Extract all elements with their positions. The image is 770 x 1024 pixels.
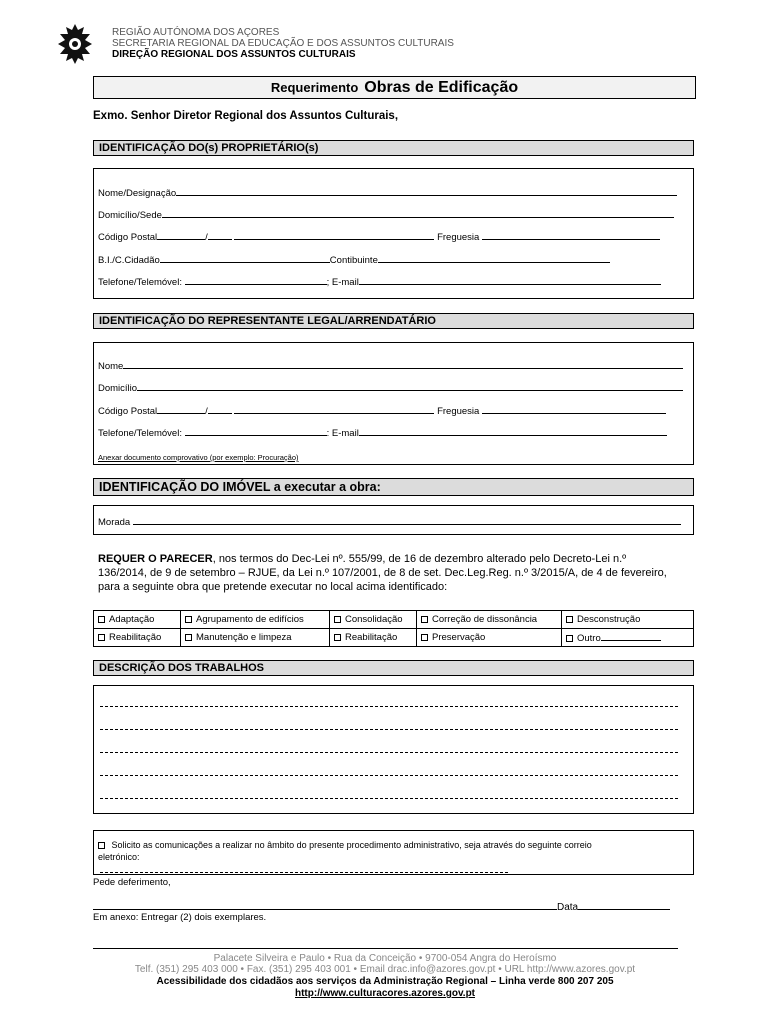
checkbox-icon bbox=[98, 634, 105, 641]
property-section-heading: IDENTIFICAÇÃO DO IMÓVEL a executar a obra: bbox=[93, 478, 694, 496]
option-adaptacao[interactable] bbox=[94, 611, 181, 629]
annex-note: Em anexo: Entregar (2) dois exemplares. bbox=[93, 912, 267, 923]
footer-accessibility: Acessibilidade dos cidadãos aos serviços da Administração Regional – Linha verde 800 207 205 bbox=[156, 976, 614, 987]
owner-address-field[interactable] bbox=[98, 208, 674, 221]
title-small: Requerimento bbox=[270, 80, 359, 95]
checkbox-icon bbox=[421, 616, 428, 623]
option-label: Outro bbox=[577, 633, 601, 644]
checkbox-icon bbox=[421, 634, 428, 641]
works-section-box bbox=[93, 685, 694, 814]
option-reabilitacao-2[interactable] bbox=[330, 629, 417, 647]
owner-email-label: ; E-mail bbox=[326, 277, 359, 288]
checkbox-icon[interactable] bbox=[98, 842, 105, 849]
checkbox-icon bbox=[185, 616, 192, 623]
works-section-heading: DESCRIÇÃO DOS TRABALHOS bbox=[93, 660, 694, 676]
owner-id-label: B.I./C.Cidadão bbox=[98, 255, 160, 266]
footer-url-link[interactable]: http://www.culturacores.azores.gov.pt bbox=[294, 988, 476, 999]
option-label: Preservação bbox=[432, 632, 486, 643]
rep-phone-label: Telefone/Telemóvel: bbox=[98, 428, 182, 439]
request-line1: , nos termos do Dec-Lei nº. 555/99, de 16 de dezembro alterado pelo Decreto-Lei n.º bbox=[212, 553, 627, 565]
property-address-label: Morada bbox=[98, 517, 131, 528]
rep-parish-label: Freguesia bbox=[437, 406, 480, 417]
form-title bbox=[93, 76, 696, 99]
footer-address: Palacete Silveira e Paulo • Rua da Conceição • 9700-054 Angra do Heroísmo bbox=[213, 953, 557, 964]
checkbox-icon bbox=[98, 616, 105, 623]
option-label: Reabilitação bbox=[345, 632, 398, 643]
checkbox-icon bbox=[566, 635, 573, 642]
works-line[interactable] bbox=[100, 706, 678, 707]
option-correcao[interactable] bbox=[417, 611, 562, 629]
works-type-row bbox=[94, 611, 694, 629]
checkbox-icon bbox=[566, 616, 573, 623]
request-line3: para a seguinte obra que pretende executar no local acima identificado: bbox=[98, 581, 448, 593]
owner-section-heading: IDENTIFICAÇÃO DO(s) PROPRIETÁRIO(s) bbox=[93, 140, 694, 156]
title-big: Obras de Edificação bbox=[364, 78, 519, 96]
owner-taxpayer-label: Contibuinte bbox=[329, 255, 378, 266]
rep-postal-label: Código Postal bbox=[98, 406, 158, 417]
works-type-row bbox=[94, 629, 694, 647]
option-preservacao[interactable] bbox=[417, 629, 562, 647]
owner-address-label: Domicílio/Sede bbox=[98, 210, 162, 221]
rep-address-label: Domicílio bbox=[98, 383, 138, 394]
owner-postal-field[interactable]: Código Postal / Freguesia bbox=[98, 230, 660, 243]
azores-coat-of-arms-icon bbox=[54, 22, 96, 66]
owner-postal-label: Código Postal bbox=[98, 232, 158, 243]
greeting: Exmo. Senhor Diretor Regional dos Assuntos Culturais, bbox=[93, 110, 399, 122]
option-outro[interactable] bbox=[562, 629, 694, 647]
owner-phone-label: Telefone/Telemóvel: bbox=[98, 277, 182, 288]
checkbox-icon bbox=[334, 634, 341, 641]
header-region: REGIÃO AUTÓNOMA DOS AÇORES bbox=[112, 27, 280, 38]
option-consolidacao[interactable] bbox=[330, 611, 417, 629]
option-agrupamento[interactable] bbox=[181, 611, 330, 629]
rep-name-label: Nome bbox=[98, 361, 124, 372]
option-manutencao[interactable] bbox=[181, 629, 330, 647]
email-consent-text bbox=[98, 840, 592, 850]
option-label: Reabilitação bbox=[109, 632, 162, 643]
header-directorate: DIREÇÃO REGIONAL DOS ASSUNTOS CULTURAIS bbox=[112, 49, 356, 60]
owner-id-field[interactable] bbox=[98, 253, 610, 266]
email-consent-line1: Solicito as comunicações a realizar no âmbito do presente procedimento administrativo, seja através do seguinte correio bbox=[111, 840, 592, 850]
rep-address-field[interactable] bbox=[98, 381, 683, 394]
option-label: Adaptação bbox=[109, 614, 155, 625]
option-label: Consolidação bbox=[345, 614, 403, 625]
request-line2: 136/2014, de 9 de setembro – RJUE, da Lei n.º 107/2001, de 8 de set. Dec.Leg.Reg. n.º 3/2015/A, de 4 de fevereiro, bbox=[98, 567, 667, 579]
rep-name-field[interactable] bbox=[98, 359, 683, 372]
works-type-table bbox=[93, 610, 694, 647]
rep-email-label: : E-mail bbox=[326, 428, 359, 439]
option-desconstrucao[interactable] bbox=[562, 611, 694, 629]
works-line[interactable] bbox=[100, 798, 678, 799]
option-label: Correção de dissonância bbox=[432, 614, 538, 625]
owner-contact-field[interactable] bbox=[98, 275, 661, 288]
option-label: Manutenção e limpeza bbox=[196, 632, 292, 643]
rep-contact-field[interactable] bbox=[98, 426, 667, 439]
rep-postal-field[interactable]: Código Postal / Freguesia bbox=[98, 404, 666, 417]
rep-attachment-note: Anexar documento comprovativo (por exemplo: Procuração) bbox=[98, 453, 299, 462]
footer-divider bbox=[93, 948, 678, 949]
request-paragraph bbox=[98, 552, 690, 594]
works-line[interactable] bbox=[100, 729, 678, 730]
property-address-field[interactable] bbox=[98, 515, 681, 528]
option-label: Agrupamento de edifícios bbox=[196, 614, 304, 625]
rep-section-heading: IDENTIFICAÇÃO DO REPRESENTANTE LEGAL/ARRENDATÁRIO bbox=[93, 313, 694, 329]
owner-name-field[interactable] bbox=[98, 186, 677, 199]
date-label: Data bbox=[557, 902, 579, 913]
email-consent-box bbox=[93, 830, 694, 875]
checkbox-icon bbox=[185, 634, 192, 641]
owner-name-label: Nome/Designação bbox=[98, 188, 177, 199]
checkbox-icon bbox=[334, 616, 341, 623]
owner-parish-label: Freguesia bbox=[437, 232, 480, 243]
deferimento-text: Pede deferimento, bbox=[93, 877, 171, 888]
option-reabilitacao[interactable] bbox=[94, 629, 181, 647]
works-line[interactable] bbox=[100, 775, 678, 776]
works-line[interactable] bbox=[100, 752, 678, 753]
option-label: Desconstrução bbox=[577, 614, 641, 625]
email-input-line[interactable] bbox=[100, 872, 508, 873]
email-consent-line2: eletrónico: bbox=[98, 852, 140, 862]
request-lead: REQUER O PARECER bbox=[98, 553, 213, 565]
header-secretariat: SECRETARIA REGIONAL DA EDUCAÇÃO E DOS ASSUNTOS CULTURAIS bbox=[112, 38, 454, 49]
footer-contacts: Telf. (351) 295 403 000 • Fax. (351) 295 403 001 • Email drac.info@azores.gov.pt • URL http://www.azores.gov.pt bbox=[134, 964, 636, 975]
